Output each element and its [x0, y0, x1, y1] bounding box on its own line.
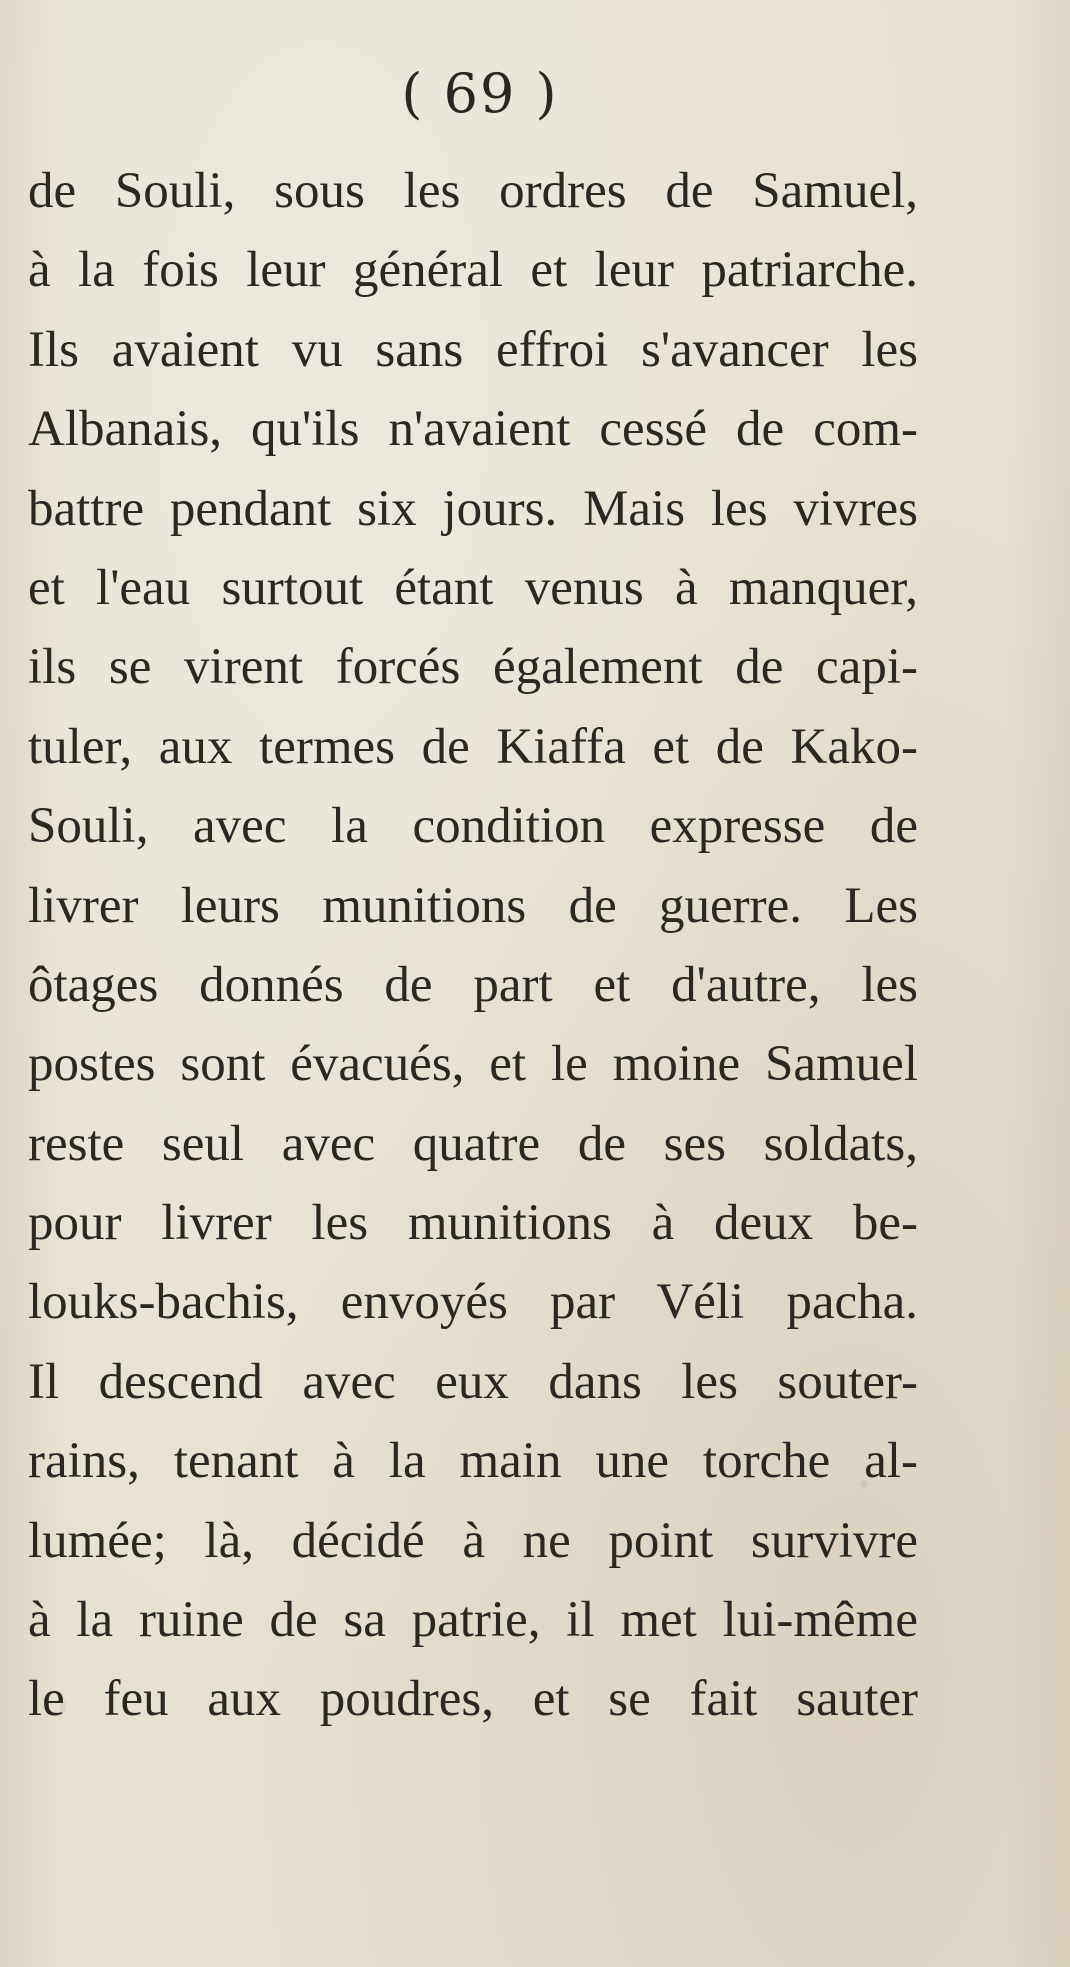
text-line: le feu aux poudres, et se fait sauter — [28, 1671, 918, 1728]
text-line: pour livrer les munitions à deux be- — [28, 1195, 918, 1252]
text-line: battre pendant six jours. Mais les vivres — [28, 480, 918, 537]
page-text — [28, 152, 918, 1740]
text-line: postes sont évacués, et le moine Samuel — [28, 1036, 918, 1093]
text-line: lumée; là, décidé à ne point survivre — [28, 1512, 918, 1569]
text-line: et l'eau surtout étant venus à manquer, — [28, 559, 918, 616]
text-line: Ils avaient vu sans effroi s'avancer les — [28, 321, 918, 378]
text-line: à la fois leur général et leur patriarche. — [28, 242, 918, 299]
text-line: reste seul avec quatre de ses soldats, — [28, 1115, 918, 1172]
text-line: à la ruine de sa patrie, il met lui-même — [28, 1592, 918, 1649]
page-number: ( 69 ) — [401, 62, 559, 125]
text-line: tuler, aux termes de Kiaffa et de Kako- — [28, 718, 918, 775]
text-line: livrer leurs munitions de guerre. Les — [28, 877, 918, 934]
text-line: ôtages donnés de part et d'autre, les — [28, 956, 918, 1013]
text-line: Il descend avec eux dans les souter- — [28, 1353, 918, 1410]
text-line: de Souli, sous les ordres de Samuel, — [28, 163, 918, 219]
text-line: rains, tenant à la main une torche al- — [28, 1433, 918, 1490]
text-line: ils se virent forcés également de capi- — [28, 639, 918, 696]
text-line: louks-bachis, envoyés par Véli pacha. — [28, 1274, 918, 1331]
text-line: Souli, avec la condition expresse de — [28, 798, 918, 855]
text-line: Albanais, qu'ils n'avaient cessé de com- — [28, 401, 918, 458]
